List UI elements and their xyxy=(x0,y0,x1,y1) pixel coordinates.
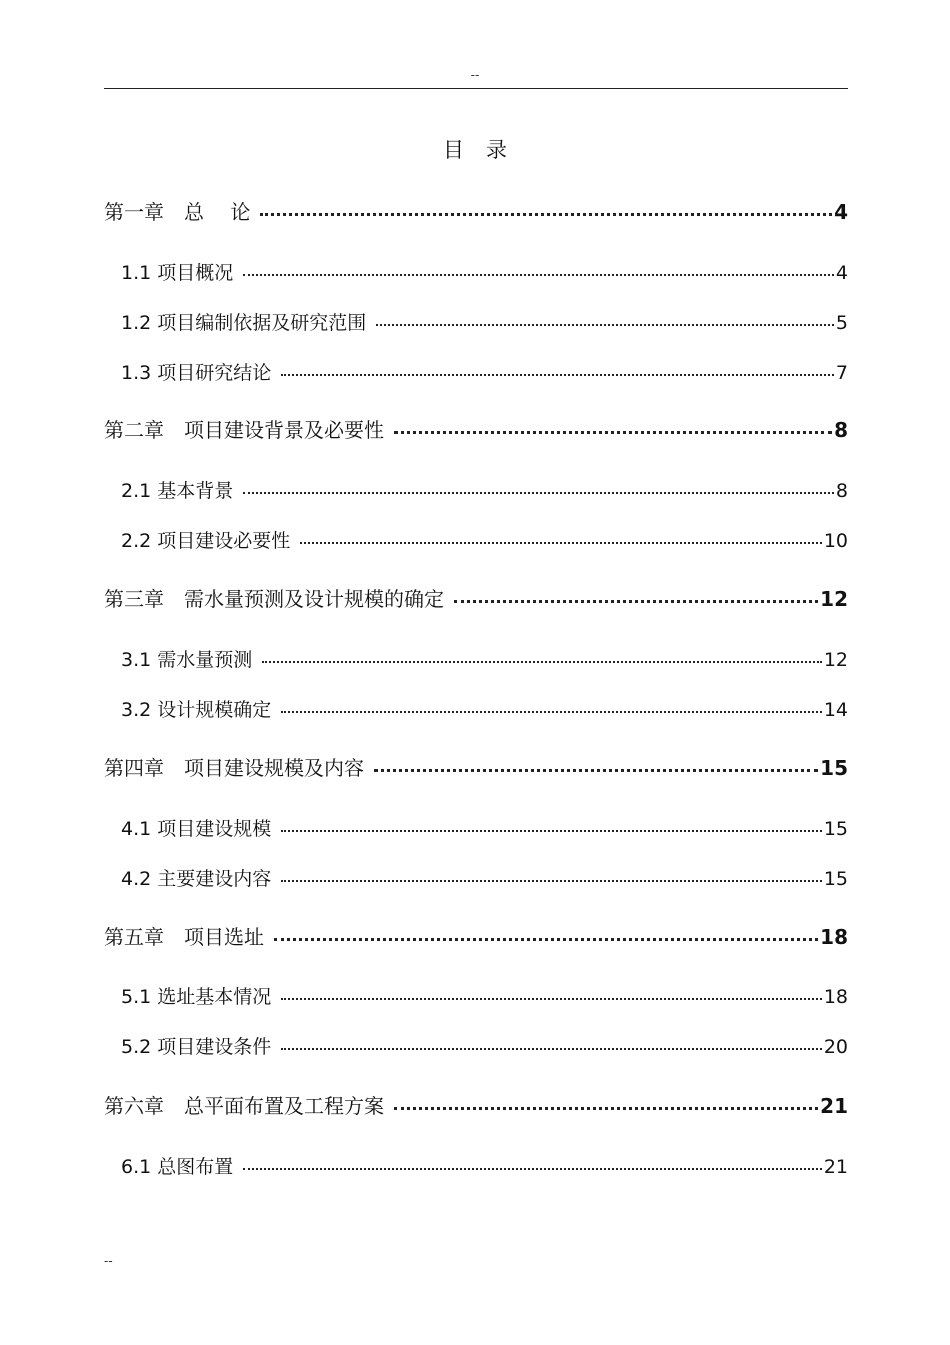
toc-entry-page: 18 xyxy=(823,986,848,1008)
toc-entry-page: 10 xyxy=(823,530,848,552)
toc-entry-label: 第五章 项目选址 xyxy=(104,925,264,949)
header-rule xyxy=(104,88,848,89)
dot-leader xyxy=(281,1048,822,1050)
dot-leader xyxy=(243,1168,822,1170)
toc-entry-chapter-4[interactable] xyxy=(104,752,848,781)
toc-entry-section-1-2[interactable] xyxy=(121,308,848,335)
toc-entry-section-6-1[interactable] xyxy=(121,1152,848,1179)
dot-leader xyxy=(274,938,818,941)
dot-leader xyxy=(394,431,832,434)
toc-entry-chapter-5[interactable] xyxy=(104,921,848,950)
toc-entry-chapter-1[interactable] xyxy=(104,196,848,225)
toc-entry-label: 5.2 项目建设条件 xyxy=(121,1036,272,1058)
toc-entry-page: 12 xyxy=(820,587,848,611)
toc-entry-label: 1.2 项目编制依据及研究范围 xyxy=(121,312,367,334)
toc-entry-section-3-1[interactable] xyxy=(121,645,848,672)
toc-entry-page: 18 xyxy=(820,925,848,949)
toc-entry-label: 2.2 项目建设必要性 xyxy=(121,530,291,552)
toc-entry-page: 20 xyxy=(823,1036,848,1058)
toc-entry-section-5-1[interactable] xyxy=(121,982,848,1009)
toc-entry-label: 第一章 总 论 xyxy=(104,200,251,224)
toc-entry-label: 第三章 需水量预测及设计规模的确定 xyxy=(104,587,444,611)
toc-entry-label: 第六章 总平面布置及工程方案 xyxy=(104,1094,384,1118)
toc-entry-label: 4.1 项目建设规模 xyxy=(121,818,272,840)
toc-entry-page: 12 xyxy=(823,649,848,671)
toc-entry-section-3-2[interactable] xyxy=(121,695,848,722)
toc-entry-section-2-2[interactable] xyxy=(121,526,848,553)
toc-entry-page: 15 xyxy=(823,868,848,890)
toc-entry-page: 7 xyxy=(835,362,848,384)
toc-entry-label: 3.1 需水量预测 xyxy=(121,649,253,671)
dot-leader xyxy=(281,374,834,376)
toc-entry-page: 14 xyxy=(823,699,848,721)
dot-leader xyxy=(300,542,822,544)
dot-leader xyxy=(281,998,822,1000)
dot-leader xyxy=(374,769,818,772)
footer-mark: -- xyxy=(104,1254,113,1268)
toc-entry-page: 8 xyxy=(835,480,848,502)
toc-entry-chapter-6[interactable] xyxy=(104,1090,848,1119)
toc-entry-section-1-1[interactable] xyxy=(121,258,848,285)
toc-entry-label: 第二章 项目建设背景及必要性 xyxy=(104,418,384,442)
toc-title: 目录 xyxy=(443,138,529,162)
toc-entry-chapter-2[interactable] xyxy=(104,414,848,443)
header-mark: -- xyxy=(470,68,480,82)
toc-entry-section-5-2[interactable] xyxy=(121,1032,848,1059)
toc-entry-label: 2.1 基本背景 xyxy=(121,480,234,502)
toc-entry-section-4-2[interactable] xyxy=(121,864,848,891)
toc-entry-chapter-3[interactable] xyxy=(104,583,848,612)
dot-leader xyxy=(281,880,822,882)
toc-entry-page: 8 xyxy=(834,418,848,442)
dot-leader xyxy=(394,1107,818,1110)
toc-entry-page: 15 xyxy=(820,756,848,780)
toc-entry-label: 6.1 总图布置 xyxy=(121,1156,234,1178)
toc-entry-label: 第四章 项目建设规模及内容 xyxy=(104,756,364,780)
dot-leader xyxy=(376,324,834,326)
dot-leader xyxy=(454,600,818,603)
toc-entry-section-1-3[interactable] xyxy=(121,358,848,385)
dot-leader xyxy=(281,830,822,832)
toc-entry-page: 15 xyxy=(823,818,848,840)
toc-entry-page: 4 xyxy=(834,200,848,224)
dot-leader xyxy=(262,661,822,663)
dot-leader xyxy=(243,274,834,276)
toc-entry-page: 21 xyxy=(820,1094,848,1118)
toc-entry-section-4-1[interactable] xyxy=(121,814,848,841)
toc-entry-label: 3.2 设计规模确定 xyxy=(121,699,272,721)
toc-entry-label: 1.1 项目概况 xyxy=(121,262,234,284)
dot-leader xyxy=(260,213,832,216)
toc-entry-section-2-1[interactable] xyxy=(121,476,848,503)
toc-entry-label: 4.2 主要建设内容 xyxy=(121,868,272,890)
dot-leader xyxy=(243,492,834,494)
toc-entry-page: 5 xyxy=(835,312,848,334)
toc-entry-label: 5.1 选址基本情况 xyxy=(121,986,272,1008)
toc-entry-page: 21 xyxy=(823,1156,848,1178)
toc-entry-label: 1.3 项目研究结论 xyxy=(121,362,272,384)
toc-entry-page: 4 xyxy=(835,262,848,284)
dot-leader xyxy=(281,711,822,713)
